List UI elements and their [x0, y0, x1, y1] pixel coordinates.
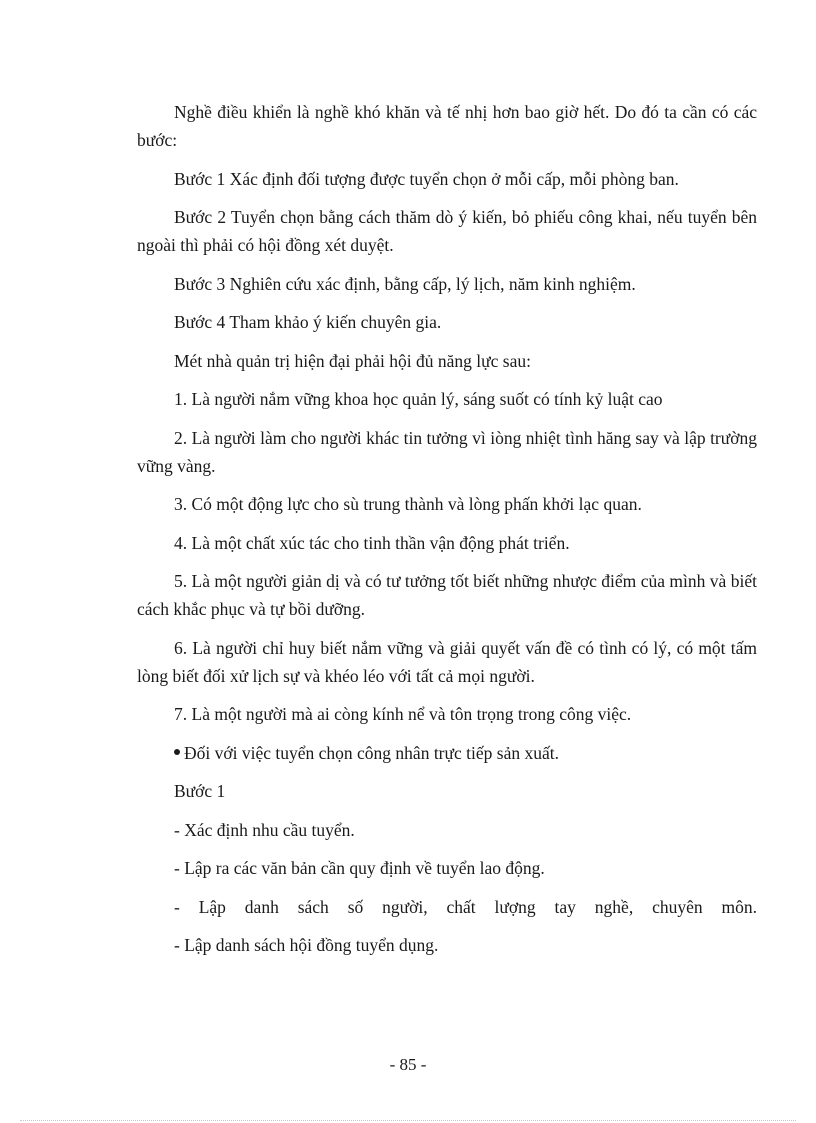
- list-item-7: 7. Là một người mà ai còng kính nể và tôn trọng trong công việc.: [174, 704, 632, 724]
- paragraph-step-heading: Bước 1: [174, 781, 226, 801]
- list-item-3: 3. Có một động lực cho sù trung thành và lòng phấn khởi lạc quan.: [174, 494, 642, 514]
- list-item-6: 6. Là người chỉ huy biết nắm vững và giải quyết vấn đề có tình có lý, có một tấm lòng biết đối xử lịch sự và khéo léo với tất cả mọi người.: [137, 637, 757, 686]
- paragraph-step-1: Bước 1 Xác định đối tượng được tuyển chọn ở mỗi cấp, mỗi phòng ban.: [174, 168, 679, 189]
- list-item-2: 2. Là người làm cho người khác tin tưởng vì iòng nhiệt tình hăng say và lập trường vững vàng.: [137, 427, 757, 476]
- paragraph-step-2: Bước 2 Tuyển chọn bằng cách thăm dò ý kiến, bỏ phiếu công khai, nếu tuyển bên ngoài thì phải có hội đồng xét duyệt.: [137, 207, 757, 255]
- dash-item-2: - Lập ra các văn bản cần quy định về tuyển lao động.: [174, 858, 545, 878]
- paragraph-step-3: Bước 3 Nghiên cứu xác định, bằng cấp, lý lịch, năm kinh nghiệm.: [174, 273, 636, 294]
- list-item-4: 4. Là một chất xúc tác cho tinh thần vận động phát triển.: [174, 532, 570, 553]
- paragraph-manager-intro: Mét nhà quản trị hiện đại phải hội đủ năng lực sau:: [174, 350, 531, 371]
- dash-item-3: - Lập danh sách số người, chất lượng tay nghề, chuyên môn.: [174, 896, 757, 917]
- paragraph-intro: Nghề điều khiển là nghề khó khăn và tế nhị hơn bao giờ hết. Do đó ta cần có các bước:: [137, 102, 757, 150]
- dash-item-4: - Lập danh sách hội đồng tuyển dụng.: [174, 935, 439, 955]
- bullet-text: Đối với việc tuyển chọn công nhân trực tiếp sản xuất.: [184, 742, 559, 763]
- bullet-icon: [174, 749, 180, 755]
- list-item-5: 5. Là một người giản dị và có tư tưởng tốt biết những nhược điểm của mình và biết cách khắc phục và tự bồi dưỡng.: [137, 571, 757, 619]
- dash-item-1: - Xác định nhu cầu tuyển.: [174, 819, 355, 840]
- page-number: - 85 -: [389, 1055, 427, 1074]
- bullet-paragraph: [137, 739, 757, 767]
- paragraph-step-4: Bước 4 Tham khảo ý kiến chuyên gia.: [174, 312, 442, 332]
- footer-divider: [20, 1120, 796, 1121]
- list-item-1: 1. Là người nắm vững khoa học quản lý, sáng suốt có tính kỷ luật cao: [174, 389, 663, 409]
- body-text: [137, 98, 757, 970]
